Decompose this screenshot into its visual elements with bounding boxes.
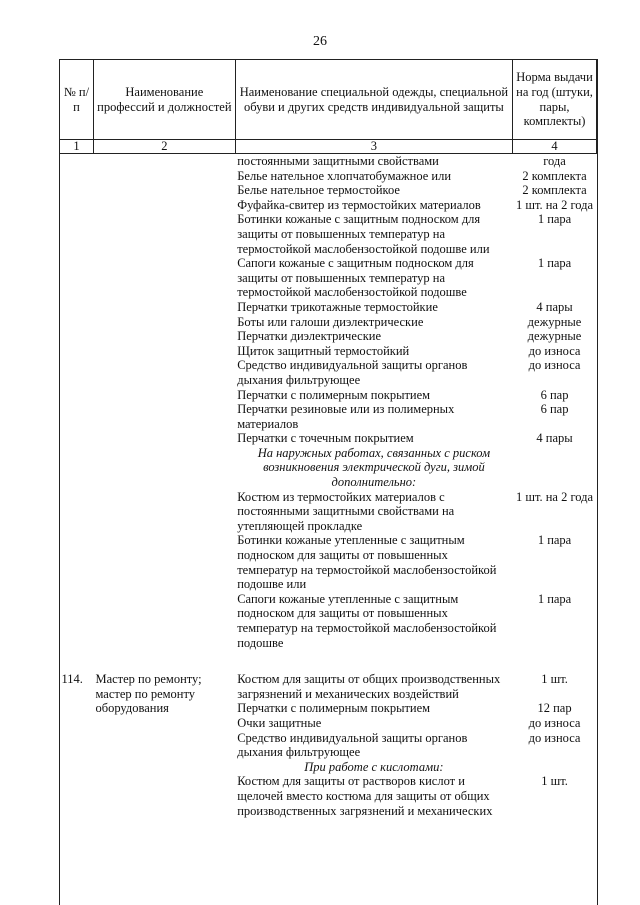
issue-norm: до износа [528,358,581,373]
table-row [60,169,597,184]
equipment-item: Щиток защитный термостойкий [237,343,410,358]
table-row [60,402,597,431]
profession-name [93,533,235,591]
ppe-norms-table [59,59,597,818]
issue-norm: 1 пара [537,533,572,548]
column-number-4: 4 [513,140,597,154]
equipment-item: Средство индивидуальной защиты органов дыхания фильтрующее [237,358,468,387]
row-number [60,592,94,650]
equipment-item: Перчатки диэлектрические [237,329,382,344]
profession-name [93,402,235,431]
profession-name [93,212,235,256]
issue-norm: 1 пара [537,256,572,271]
table-row [60,774,597,818]
row-number [60,533,94,591]
equipment-item: Средство индивидуальной защиты органов дыхания фильтрующее [237,730,468,760]
issue-norm: 6 пар [540,402,569,417]
issue-norm: 4 пары [536,299,573,314]
column-numbers-row [60,140,597,154]
equipment-item: Сапоги кожаные утепленные с защитным подноском для защиты от повышенных температур на термостойкой маслобензостойкой подошве [237,591,497,650]
issue-norm: 1 шт. [541,774,568,789]
spacer-cell [60,650,597,672]
profession-name [93,315,235,330]
issue-norm: 4 пары [536,431,573,446]
issue-norm: 1 шт. на 2 года [515,197,594,212]
profession-name [93,154,235,169]
row-number [60,300,94,315]
row-number [60,402,94,431]
equipment-item: Костюм из термостойких материалов с постоянными защитными свойствами на утепляющей прокладке [237,489,455,533]
row-number [60,446,94,490]
equipment-item: Перчатки с полимерным покрытием [237,701,431,716]
row-number: 114. [61,672,83,687]
table-row [60,388,597,403]
equipment-item: Перчатки с точечным покрытием [237,431,414,446]
row-number [60,212,94,256]
profession-name [93,592,235,650]
table-row [60,329,597,344]
profession-name [93,344,235,359]
column-number-2: 2 [93,140,235,154]
column-number-3: 3 [235,140,512,154]
section-heading-row [60,760,597,775]
row-number [60,490,94,534]
row-number [60,716,94,731]
profession-name [93,490,235,534]
issue-norm: до износа [528,730,581,745]
issue-norm: 1 пара [537,212,572,227]
issue-norm: 1 шт. [541,672,568,687]
profession-name [93,358,235,387]
row-number [60,183,94,198]
header-norm: Норма выдачи на год (штуки, пары, комплекты) [513,60,597,140]
table-row [60,183,597,198]
profession-name: Мастер по ремонту; мастер по ремонту оборудования [95,672,202,716]
profession-name [93,329,235,344]
row-number [60,731,94,760]
table-row [60,315,597,330]
section-heading: При работе с кислотами: [304,759,444,774]
issue-norm: 2 комплекта [522,183,587,198]
equipment-item: Боты или галоши диэлектрические [237,314,424,329]
table-row [60,300,597,315]
table-body [60,154,597,819]
header-number: № п/п [60,60,94,140]
equipment-item: Очки защитные [237,715,322,730]
row-number [60,256,94,300]
column-number-1: 1 [60,140,94,154]
profession-name [93,446,235,490]
equipment-item: Белье нательное термостойкое [237,183,400,198]
equipment-item: Ботинки кожаные утепленные с защитным подноском для защиты от повышенных температур на термостойкой маслобензостойкой подошве или [237,533,497,592]
profession-name [93,198,235,213]
row-number [60,344,94,359]
issue-norm: 6 пар [540,387,569,402]
table-row [60,212,597,256]
row-number [60,169,94,184]
table-row [60,431,597,446]
table-row [60,358,597,387]
issue-norm: до износа [528,343,581,358]
profession-name [93,388,235,403]
row-number [60,774,94,818]
spacer-row [60,650,597,672]
table-row [60,672,597,701]
issue-norm: 1 пара [537,591,572,606]
header-profession: Наименование профессий и должностей [93,60,235,140]
equipment-item: постоянными защитными свойствами [237,154,439,168]
equipment-item: Белье нательное хлопчатобумажное или [237,168,452,183]
issue-norm: года [543,154,566,168]
section-heading-row [60,446,597,490]
row-number [60,329,94,344]
row-number [60,388,94,403]
page-number: 26 [313,34,327,49]
table-row [60,490,597,534]
row-number [60,358,94,387]
equipment-item: Ботинки кожаные с защитным подноском для защиты от повышенных температур на термостойкой маслобензостойкой подошве или [237,212,490,256]
profession-name [93,774,235,818]
row-number [60,315,94,330]
table-row [60,344,597,359]
row-number [60,154,94,169]
equipment-item: Перчатки резиновые или из полимерных материалов [237,402,455,431]
row-number [60,701,94,716]
profession-name [93,760,235,775]
table-right-border [597,59,598,905]
issue-norm: дежурные [527,314,582,329]
profession-name [93,169,235,184]
issue-norm [513,760,597,775]
row-number [60,198,94,213]
profession-name [93,431,235,446]
profession-name [93,300,235,315]
equipment-item: Костюм для защиты от общих производственных загрязнений и механических воздействий [237,672,501,701]
table-row [60,198,597,213]
equipment-item: Костюм для защиты от растворов кислот и щелочей вместо костюма для защиты от общих производственных загрязнений и механических [237,774,493,818]
section-heading: На наружных работах, связанных с риском возникновения электрической дуги, зимой дополнительно: [257,445,491,490]
issue-norm: 12 пар [537,701,572,716]
row-number [60,431,94,446]
profession-name [93,256,235,300]
equipment-item: Перчатки трикотажные термостойкие [237,299,438,314]
equipment-item: Перчатки с полимерным покрытием [237,387,431,402]
issue-norm: дежурные [527,329,582,344]
table-header-row [60,60,597,140]
table-row [60,533,597,591]
profession-name [93,183,235,198]
issue-norm: 1 шт. на 2 года [515,489,594,504]
table-row [60,592,597,650]
equipment-item: Сапоги кожаные с защитным подноском для защиты от повышенных температур на термостойкой маслобензостойкой подошве [237,256,474,300]
row-number [60,760,94,775]
header-equipment: Наименование специальной одежды, специальной обуви и других средств индивидуальной защиты [235,60,512,140]
table-row [60,154,597,169]
issue-norm [513,446,597,490]
equipment-item: Фуфайка-свитер из термостойких материалов [237,197,481,212]
issue-norm: 2 комплекта [522,168,587,183]
table-row [60,256,597,300]
issue-norm: до износа [528,715,581,730]
